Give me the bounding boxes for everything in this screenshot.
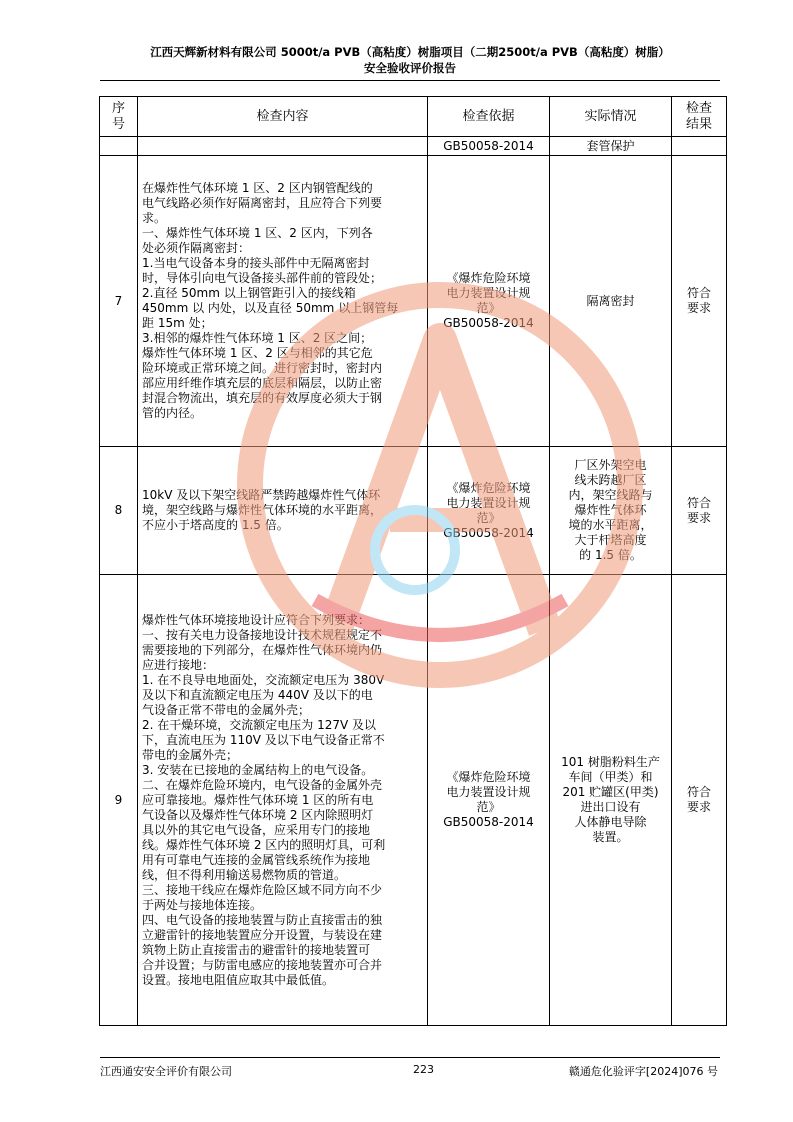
- text-line: 四、电气设备的接地装置与防止直接雷击的独: [142, 912, 383, 927]
- cell-basis: [428, 156, 550, 447]
- header-no: 序 号: [100, 97, 138, 137]
- text-line: 要求: [686, 301, 711, 315]
- text-line: 气设备以及爆炸性气体环境 2 区内除照明灯: [142, 807, 374, 822]
- header-title-line2: 安全验收评价报告: [364, 61, 456, 75]
- text-line: 3. 安装在已接地的金属结构上的电气设备。: [142, 762, 374, 777]
- text-line: 电力装置设计规: [446, 286, 531, 300]
- footer-doc-number: 赣通危化验评字[2024]076 号: [568, 1065, 718, 1078]
- cell-actual: 套管保护: [550, 137, 672, 156]
- text-line: 需要接地的下列部分，在爆炸性气体环境内仍: [142, 642, 383, 657]
- text-line: 应进行接地：: [142, 657, 215, 672]
- cell-no: 7: [100, 156, 138, 447]
- footer-company: 江西通安安全评价有限公司: [100, 1065, 232, 1078]
- header-result: 检查 结果: [672, 97, 727, 137]
- text-line: 范》: [476, 510, 501, 525]
- cell-result: [672, 137, 727, 156]
- text-line: 境的水平距离，: [568, 518, 653, 532]
- text-line: 二、在爆炸危险环境内，电气设备的金属外壳: [142, 777, 383, 792]
- text-line: 境，架空线路与爆炸性气体环境的水平距离，: [142, 503, 383, 517]
- text-line: 部应用纤维作填充层的底层和隔层，以防止密: [142, 376, 383, 390]
- cell-content: [138, 447, 428, 575]
- report-header: [100, 44, 720, 76]
- text-line: 封混合物流出，填充层的有效厚度必须大于钢: [142, 391, 383, 405]
- header-basis: 检查依据: [428, 97, 550, 137]
- text-line: 要求: [686, 510, 711, 525]
- table-row-7: [100, 156, 727, 447]
- text-line: 线，但不得利用输送易燃物质的管道。: [142, 867, 347, 882]
- text-line: 《爆炸危险环境: [446, 770, 531, 784]
- text-line: 线。爆炸性气体环境 2 区内的照明灯具，可利: [142, 837, 386, 852]
- text-line: 合并设置；与防雷电感应的接地装置亦可合并: [142, 957, 383, 972]
- text-line: 不应小于塔高度的 1.5 倍。: [142, 518, 289, 532]
- text-line: 立避雷针的接地装置应分开设置，与装设在建: [142, 927, 383, 942]
- table-header-row: [100, 97, 727, 137]
- cell-content: [138, 156, 428, 447]
- text-line: 2.直径 50mm 以上钢管距引入的接线箱: [142, 286, 356, 300]
- text-line: 范》: [476, 301, 501, 315]
- text-line: 电力装置设计规: [446, 495, 531, 510]
- cell-actual: [550, 447, 672, 575]
- text-line: 装置。: [592, 830, 629, 844]
- cell-result: [672, 447, 727, 575]
- text-line: 进出口设有: [580, 800, 641, 814]
- cell-actual: [550, 156, 672, 447]
- text-line: 3.相邻的爆炸性气体环境 1 区、2 区之间；: [142, 331, 373, 345]
- text-line: 于两处与接地体连接。: [142, 897, 263, 912]
- page-number: 223: [413, 1063, 434, 1076]
- text-line: 《爆炸危险环境: [446, 480, 531, 495]
- cell-content: [138, 575, 428, 1026]
- text-line: GB50058-2014: [443, 316, 534, 330]
- inspection-table: [99, 96, 727, 1026]
- cell-no: 8: [100, 447, 138, 575]
- cell-actual: [550, 575, 672, 1026]
- table-row-continued: [100, 137, 727, 156]
- text-line: 车间（甲类）和: [568, 770, 653, 784]
- text-line: 厂区外架空电: [574, 458, 647, 472]
- text-line: 求。: [142, 211, 167, 225]
- text-line: 1. 在不良导电地面处，交流额定电压为 380V: [142, 672, 385, 687]
- text-line: 符合: [686, 495, 711, 510]
- text-line: 距 15m 处；: [142, 316, 213, 330]
- cell-no: 9: [100, 575, 138, 1026]
- text-line: 带电的金属外壳；: [142, 747, 239, 762]
- text-line: 处必须作隔离密封：: [142, 241, 251, 255]
- table-row-9: [100, 575, 727, 1026]
- cell-content: [138, 137, 428, 156]
- text-line: 具以外的其它电气设备，应采用专门的接地: [142, 822, 371, 837]
- text-line: 范》: [476, 800, 501, 814]
- text-line: 电气线路必须作好隔离密封，且应符合下列要: [142, 196, 383, 210]
- text-line: 设置。接地电阻值应取其中最低值。: [142, 972, 335, 987]
- text-line: 管的内径。: [142, 406, 203, 420]
- text-line: 大于杆塔高度: [574, 533, 647, 547]
- header-rule: [100, 80, 720, 81]
- text-line: 应可靠接地。爆炸性气体环境 1 区的所有电: [142, 792, 374, 807]
- text-line: 内，架空线路与: [568, 488, 653, 502]
- text-line: 爆炸性气体环境接地设计应符合下列要求：: [142, 612, 371, 627]
- text-line: 2. 在干燥环境，交流额定电压为 127V 及以: [142, 717, 377, 732]
- text-line: 险环境或正常环境之间。进行密封时，密封内: [142, 361, 383, 375]
- text-line: 下，直流电压为 110V 及以下电气设备正常不: [142, 732, 385, 747]
- text-line: 在爆炸性气体环境 1 区、2 区内钢管配线的: [142, 181, 373, 195]
- cell-basis: [428, 447, 550, 575]
- text-line: 及以下和直流额定电压为 440V 及以下的电: [142, 687, 373, 702]
- table-row-8: [100, 447, 727, 575]
- text-line: 爆炸性气体环: [574, 503, 647, 517]
- footer-rule: [100, 1057, 720, 1058]
- header-title-line1: 江西天辉新材料有限公司 5000t/a PVB（高粘度）树脂项目（二期2500t/a PVB（高粘度）树脂）: [150, 45, 670, 59]
- header-actual: 实际情况: [550, 97, 672, 137]
- text-line: 电力装置设计规: [446, 785, 531, 799]
- text-line: 筑物上防止直接雷击的避雷针的接地装置可: [142, 942, 371, 957]
- text-line: 1.当电气设备本身的接头部件中无隔离密封: [142, 256, 370, 270]
- text-line: 人体静电导除: [574, 815, 647, 829]
- cell-result: [672, 156, 727, 447]
- text-line: 一、按有关电力设备接地设计技术规程规定不: [142, 627, 383, 642]
- text-line: 符合: [686, 785, 711, 799]
- text-line: 隔离密封: [586, 293, 635, 308]
- text-line: 10kV 及以下架空线路严禁跨越爆炸性气体环: [142, 488, 381, 502]
- text-line: 三、接地干线应在爆炸危险区域不同方向不少: [142, 882, 383, 897]
- text-line: 的 1.5 倍。: [579, 548, 642, 562]
- text-line: 101 树脂粉料生产: [561, 755, 660, 769]
- text-line: 爆炸性气体环境 1 区、2 区与相邻的其它危: [142, 346, 373, 360]
- text-line: GB50058-2014: [443, 815, 534, 829]
- cell-result: [672, 575, 727, 1026]
- cell-no: [100, 137, 138, 156]
- text-line: 时，导体引向电气设备接头部件前的管段处；: [142, 271, 383, 285]
- cell-basis: GB50058-2014: [428, 137, 550, 156]
- text-line: 符合: [686, 286, 711, 300]
- text-line: GB50058-2014: [443, 525, 534, 540]
- cell-basis: [428, 575, 550, 1026]
- text-line: 450mm 以 内处，以及直径 50mm 以上钢管每: [142, 301, 399, 315]
- text-line: 要求: [686, 800, 711, 814]
- text-line: 一、爆炸性气体环境 1 区、2 区内，下列各: [142, 226, 373, 240]
- header-content: 检查内容: [138, 97, 428, 137]
- text-line: 201 贮罐区(甲类): [562, 785, 659, 799]
- text-line: 用有可靠电气连接的金属管线系统作为接地: [142, 852, 371, 867]
- text-line: 线未跨越厂区: [574, 473, 647, 487]
- text-line: 《爆炸危险环境: [446, 271, 531, 285]
- text-line: 气设备正常不带电的金属外壳；: [142, 702, 311, 717]
